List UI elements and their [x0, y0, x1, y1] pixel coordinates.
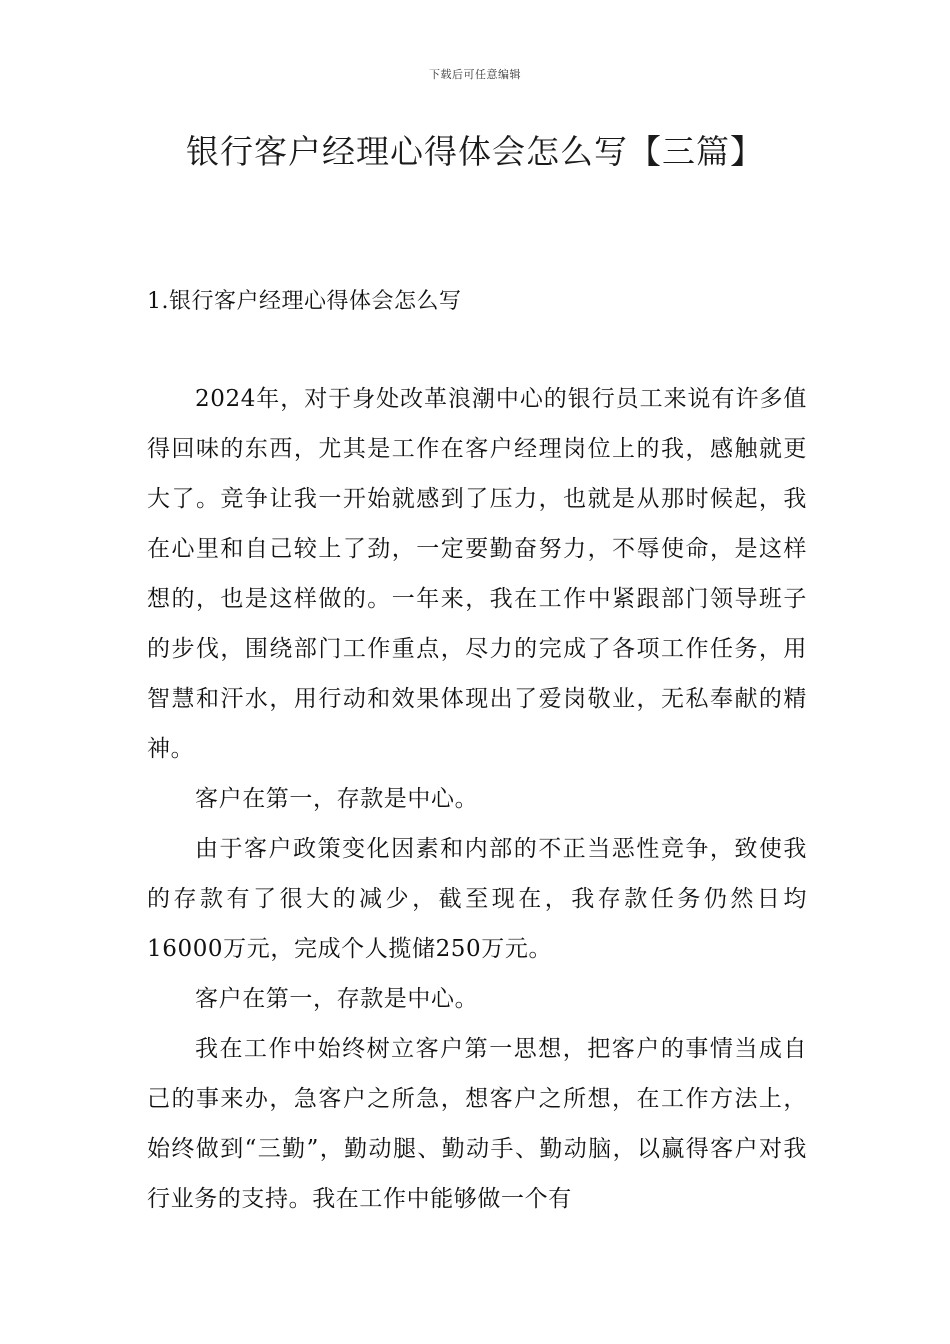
paragraph: 客户在第一，存款是中心。 [195, 786, 479, 812]
header-note: 下载后可任意编辑 [429, 68, 521, 81]
paragraph: 2024年，对于身处改革浪潮中心的银行员工来说有许多值得回味的东西，尤其是工作在客户经理岗位上的我，感触就更大了。竞争让我一开始就感到了压力，也就是从那时候起，我在心里和自己较上了劲，一定要勤奋努力，不辱使命，是这样想的，也是这样做的。一年来，我在工作中紧跟部门领导班子的步伐，围绕部门工作重点，尽力的完成了各项工作任务，用智慧和汗水，用行动和效果体现出了爱岗敬业，无私奉献的精神。 [147, 386, 807, 762]
document-title: 银行客户经理心得体会怎么写【三篇】 [186, 132, 764, 171]
paragraph: 由于客户政策变化因素和内部的不正当恶性竞争，致使我的存款有了很大的减少，截至现在，我存款任务仍然日均16000万元，完成个人揽储250万元。 [147, 836, 807, 962]
paragraph: 我在工作中始终树立客户第一思想，把客户的事情当成自己的事来办，急客户之所急，想客户之所想，在工作方法上，始终做到“三勤”，勤动腿、勤动手、勤动脑，以赢得客户对我行业务的支持。我在工作中能够做一个有 [147, 1036, 807, 1212]
paragraph: 客户在第一，存款是中心。 [195, 986, 479, 1012]
body-text [147, 374, 807, 1224]
section-heading: 1.银行客户经理心得体会怎么写 [147, 289, 462, 314]
